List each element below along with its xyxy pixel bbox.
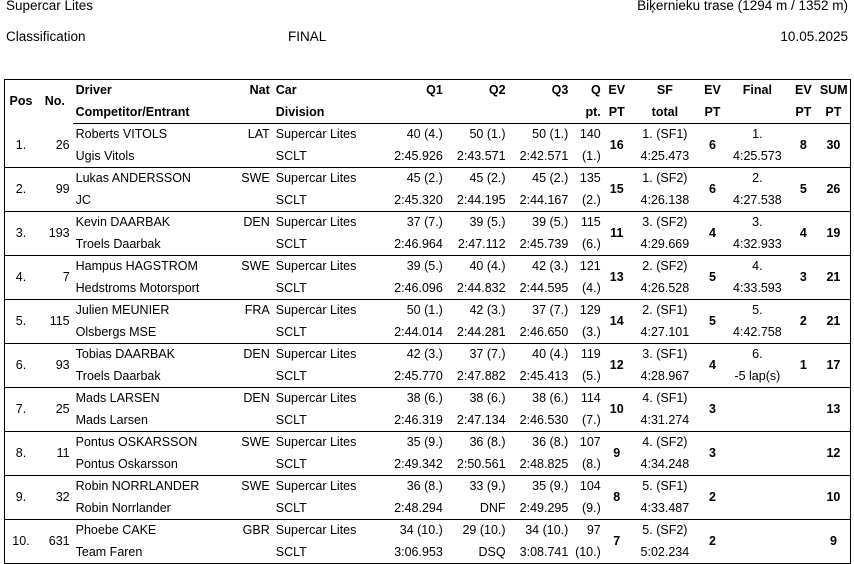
empty-cell — [235, 278, 273, 300]
sum-points: 17 — [817, 344, 851, 388]
competitor-entrant: JC — [73, 190, 235, 212]
q2-points: 50 (1.) — [469, 127, 506, 141]
final-position — [725, 520, 790, 542]
ev-pt-semifinal: 4 — [700, 212, 725, 256]
ev-pt-semifinal: 2 — [700, 476, 725, 520]
q2-time: 2:47.134 — [446, 410, 509, 432]
car-number: 11 — [37, 432, 73, 476]
final-time — [725, 498, 790, 520]
q-points-total: 140 — [579, 127, 601, 141]
q3-points: 36 (8.) — [532, 435, 569, 449]
q-rank: (2.) — [571, 190, 603, 212]
competitor-entrant: Troels Daarbak — [73, 366, 235, 388]
empty-cell — [235, 190, 273, 212]
q-points-total: 107 — [579, 435, 601, 449]
q2-time: 2:44.832 — [446, 278, 509, 300]
q-rank: (5.) — [571, 366, 603, 388]
ev-pt-semifinal: 5 — [700, 256, 725, 300]
q1-time: 2:48.294 — [383, 498, 446, 520]
col-ev-sf: EV — [700, 80, 725, 102]
nationality: FRA — [244, 303, 270, 317]
sum-points: 12 — [817, 432, 851, 476]
final-position: 6. — [752, 347, 763, 361]
position: 8. — [5, 432, 37, 476]
q1-points: 40 (4.) — [406, 127, 443, 141]
q3-points: 39 (5.) — [532, 215, 569, 229]
car-model: Supercar Lites — [275, 523, 357, 537]
col-q2: Q2 — [446, 80, 509, 102]
car-number: 26 — [37, 124, 73, 168]
driver-name: Roberts VITOLS — [75, 127, 168, 141]
col-pos: Pos — [5, 80, 37, 124]
ev-pt-qualifying: 10 — [604, 388, 630, 432]
empty-cell — [235, 322, 273, 344]
q2-time: DNF — [446, 498, 509, 520]
sum-points: 13 — [817, 388, 851, 432]
semifinal-time: 4:29.669 — [630, 234, 700, 256]
q-points-total: 129 — [579, 303, 601, 317]
q3-time: 2:48.825 — [509, 454, 572, 476]
semifinal-position: 2. (SF1) — [642, 303, 688, 317]
car-model: Supercar Lites — [275, 303, 357, 317]
semifinal-time: 5:02.234 — [630, 542, 700, 564]
q3-time: 2:45.413 — [509, 366, 572, 388]
driver-name: Kevin DAARBAK — [75, 215, 171, 229]
q3-points: 45 (2.) — [532, 171, 569, 185]
q1-points: 38 (6.) — [406, 391, 443, 405]
competitor-entrant: Mads Larsen — [73, 410, 235, 432]
position: 1. — [5, 124, 37, 168]
q1-time: 2:46.096 — [383, 278, 446, 300]
empty-cell — [235, 410, 273, 432]
q-rank: (10.) — [571, 542, 603, 564]
q-rank: (7.) — [571, 410, 603, 432]
table-row — [5, 520, 851, 542]
q1-time: 2:45.320 — [383, 190, 446, 212]
col-pt-q: PT — [604, 102, 630, 124]
series-title: Supercar Lites — [6, 0, 94, 13]
sum-points: 10 — [817, 476, 851, 520]
q3-time: 3:08.741 — [509, 542, 572, 564]
q3-points: 50 (1.) — [532, 127, 569, 141]
semifinal-time: 4:25.473 — [630, 146, 700, 168]
car-model: Supercar Lites — [275, 479, 357, 493]
semifinal-position: 1. (SF1) — [642, 127, 688, 141]
q1-points: 45 (2.) — [406, 171, 443, 185]
col-sf: SF — [630, 80, 700, 102]
competitor-entrant: Ugis Vitols — [73, 146, 235, 168]
division: SCLT — [273, 190, 383, 212]
table-row — [5, 212, 851, 234]
ev-pt-semifinal: 4 — [700, 344, 725, 388]
q2-time: 2:44.281 — [446, 322, 509, 344]
nationality: SWE — [241, 435, 270, 449]
q1-points: 36 (8.) — [406, 479, 443, 493]
position: 4. — [5, 256, 37, 300]
q2-time: 2:47.882 — [446, 366, 509, 388]
semifinal-position: 3. (SF1) — [642, 347, 688, 361]
empty-cell — [235, 234, 273, 256]
q2-points: 45 (2.) — [469, 171, 506, 185]
col-competitor: Competitor/Entrant — [73, 102, 235, 124]
sum-points: 30 — [817, 124, 851, 168]
q-rank: (3.) — [571, 322, 603, 344]
q2-time: 2:43.571 — [446, 146, 509, 168]
ev-pt-final: 1 — [790, 344, 817, 388]
ev-pt-qualifying: 16 — [604, 124, 630, 168]
position: 10. — [5, 520, 37, 564]
driver-name: Mads LARSEN — [75, 391, 160, 405]
final-position — [725, 476, 790, 498]
table-header — [5, 80, 851, 124]
q1-time: 2:49.342 — [383, 454, 446, 476]
q1-time: 3:06.953 — [383, 542, 446, 564]
ev-pt-qualifying: 14 — [604, 300, 630, 344]
col-car: Car — [273, 80, 383, 102]
final-time: 4:25.573 — [725, 146, 790, 168]
car-number: 93 — [37, 344, 73, 388]
q2-time: 2:44.195 — [446, 190, 509, 212]
semifinal-time: 4:31.274 — [630, 410, 700, 432]
table-row — [5, 168, 851, 190]
q3-time: 2:46.530 — [509, 410, 572, 432]
car-model: Supercar Lites — [275, 171, 357, 185]
driver-name: Robin NORRLANDER — [75, 479, 200, 493]
semifinal-position: 4. (SF1) — [642, 391, 688, 405]
q3-time: 2:49.295 — [509, 498, 572, 520]
table-row — [5, 432, 851, 454]
ev-pt-final: 4 — [790, 212, 817, 256]
q3-points: 42 (3.) — [532, 259, 569, 273]
empty-cell — [235, 146, 273, 168]
q-rank: (9.) — [571, 498, 603, 520]
q1-points: 42 (3.) — [406, 347, 443, 361]
competitor-entrant: Robin Norrlander — [73, 498, 235, 520]
col-ev-q: EV — [604, 80, 630, 102]
final-position: 5. — [752, 303, 763, 317]
nationality: DEN — [243, 215, 270, 229]
col-sum: SUM — [817, 80, 851, 102]
position: 3. — [5, 212, 37, 256]
q2-points: 42 (3.) — [469, 303, 506, 317]
col-q-pt: pt. — [571, 102, 603, 124]
col-q1: Q1 — [383, 80, 446, 102]
final-time: 4:42.758 — [725, 322, 790, 344]
ev-pt-final: 8 — [790, 124, 817, 168]
q3-points: 40 (4.) — [532, 347, 569, 361]
position: 2. — [5, 168, 37, 212]
q1-points: 37 (7.) — [406, 215, 443, 229]
table-row — [5, 300, 851, 322]
q3-time: 2:45.739 — [509, 234, 572, 256]
q-points-total: 97 — [586, 523, 601, 537]
col-q: Q — [571, 80, 603, 102]
ev-pt-qualifying: 7 — [604, 520, 630, 564]
ev-pt-semifinal: 5 — [700, 300, 725, 344]
division: SCLT — [273, 366, 383, 388]
ev-pt-final — [790, 388, 817, 432]
competitor-entrant: Team Faren — [73, 542, 235, 564]
track-name: Biķernieku trase (1294 m / 1352 m) — [637, 0, 848, 13]
col-pt-final: PT — [790, 102, 817, 124]
ev-pt-qualifying: 13 — [604, 256, 630, 300]
col-division: Division — [273, 102, 383, 124]
q-points-total: 119 — [580, 347, 601, 361]
nationality: GBR — [242, 523, 270, 537]
semifinal-position: 3. (SF2) — [642, 215, 688, 229]
col-final: Final — [725, 80, 790, 102]
competitor-entrant: Troels Daarbak — [73, 234, 235, 256]
competitor-entrant: Hedstroms Motorsport — [73, 278, 235, 300]
q2-points: 37 (7.) — [469, 347, 506, 361]
sum-points: 21 — [817, 256, 851, 300]
col-driver: Driver — [73, 80, 235, 102]
col-ev-final: EV — [790, 80, 817, 102]
final-time: -5 lap(s) — [725, 366, 790, 388]
car-number: 99 — [37, 168, 73, 212]
car-number: 631 — [37, 520, 73, 564]
ev-pt-qualifying: 8 — [604, 476, 630, 520]
q2-time: 2:50.561 — [446, 454, 509, 476]
nationality: LAT — [247, 127, 270, 141]
col-q3: Q3 — [509, 80, 572, 102]
final-time: 4:27.538 — [725, 190, 790, 212]
q3-points: 35 (9.) — [532, 479, 569, 493]
empty-cell — [235, 366, 273, 388]
table-row — [5, 476, 851, 498]
semifinal-position: 4. (SF2) — [642, 435, 688, 449]
final-time: 4:33.593 — [725, 278, 790, 300]
ev-pt-final: 2 — [790, 300, 817, 344]
ev-pt-qualifying: 9 — [604, 432, 630, 476]
q1-time: 2:46.319 — [383, 410, 446, 432]
q2-points: 39 (5.) — [469, 215, 506, 229]
ev-pt-qualifying: 11 — [604, 212, 630, 256]
position: 6. — [5, 344, 37, 388]
ev-pt-final: 5 — [790, 168, 817, 212]
q3-points: 34 (10.) — [525, 523, 569, 537]
division: SCLT — [273, 542, 383, 564]
final-position — [725, 432, 790, 454]
division: SCLT — [273, 234, 383, 256]
driver-name: Phoebe CAKE — [75, 523, 157, 537]
empty-cell — [235, 542, 273, 564]
table-row — [5, 256, 851, 278]
q-rank: (6.) — [571, 234, 603, 256]
q1-points: 35 (9.) — [406, 435, 443, 449]
q-rank: (1.) — [571, 146, 603, 168]
nationality: SWE — [241, 171, 270, 185]
car-model: Supercar Lites — [275, 435, 357, 449]
nationality: SWE — [241, 259, 270, 273]
semifinal-time: 4:26.528 — [630, 278, 700, 300]
ev-pt-semifinal: 3 — [700, 432, 725, 476]
classification-label: Classification — [6, 29, 86, 44]
division: SCLT — [273, 322, 383, 344]
semifinal-time: 4:27.101 — [630, 322, 700, 344]
car-model: Supercar Lites — [275, 215, 357, 229]
car-model: Supercar Lites — [275, 127, 357, 141]
q2-points: 40 (4.) — [469, 259, 506, 273]
competitor-entrant: Olsbergs MSE — [73, 322, 235, 344]
final-position: 1. — [752, 127, 763, 141]
final-time — [725, 410, 790, 432]
ev-pt-semifinal: 3 — [700, 388, 725, 432]
semifinal-time: 4:34.248 — [630, 454, 700, 476]
q-rank: (8.) — [571, 454, 603, 476]
final-time: 4:32.933 — [725, 234, 790, 256]
table-row — [5, 344, 851, 366]
car-model: Supercar Lites — [275, 347, 357, 361]
col-sf-total: total — [630, 102, 700, 124]
results-table — [4, 79, 851, 564]
q-points-total: 135 — [579, 171, 601, 185]
ev-pt-final — [790, 520, 817, 564]
driver-name: Hampus HAGSTROM — [75, 259, 198, 273]
semifinal-position: 5. (SF2) — [642, 523, 688, 537]
division: SCLT — [273, 278, 383, 300]
ev-pt-final: 3 — [790, 256, 817, 300]
semifinal-time: 4:33.487 — [630, 498, 700, 520]
nationality: DEN — [243, 347, 270, 361]
event-date: 10.05.2025 — [780, 29, 848, 44]
division: SCLT — [273, 146, 383, 168]
q1-points: 39 (5.) — [406, 259, 443, 273]
col-no: No. — [37, 80, 73, 124]
division: SCLT — [273, 498, 383, 520]
q3-time: 2:44.595 — [509, 278, 572, 300]
semifinal-position: 2. (SF2) — [642, 259, 688, 273]
ev-pt-semifinal: 6 — [700, 124, 725, 168]
q1-time: 2:46.964 — [383, 234, 446, 256]
q-rank: (4.) — [571, 278, 603, 300]
position: 9. — [5, 476, 37, 520]
ev-pt-final — [790, 476, 817, 520]
semifinal-position: 5. (SF1) — [642, 479, 688, 493]
empty-cell — [235, 454, 273, 476]
sum-points: 19 — [817, 212, 851, 256]
competitor-entrant: Pontus Oskarsson — [73, 454, 235, 476]
sum-points: 21 — [817, 300, 851, 344]
q2-points: 38 (6.) — [469, 391, 506, 405]
table-row — [5, 388, 851, 410]
table-body — [5, 124, 851, 564]
car-model: Supercar Lites — [275, 259, 357, 273]
q-points-total: 104 — [579, 479, 601, 493]
sum-points: 26 — [817, 168, 851, 212]
q3-time: 2:42.571 — [509, 146, 572, 168]
q2-points: 36 (8.) — [469, 435, 506, 449]
position: 7. — [5, 388, 37, 432]
ev-pt-qualifying: 15 — [604, 168, 630, 212]
col-pt-sf: PT — [700, 102, 725, 124]
q3-points: 38 (6.) — [532, 391, 569, 405]
col-nat: Nat — [235, 80, 273, 102]
empty-cell — [235, 498, 273, 520]
ev-pt-semifinal: 6 — [700, 168, 725, 212]
session-name: FINAL — [288, 29, 327, 44]
car-number: 25 — [37, 388, 73, 432]
q1-time: 2:45.926 — [383, 146, 446, 168]
q3-time: 2:44.167 — [509, 190, 572, 212]
q1-time: 2:44.014 — [383, 322, 446, 344]
sum-points: 9 — [817, 520, 851, 564]
q-points-total: 115 — [580, 215, 601, 229]
position: 5. — [5, 300, 37, 344]
q3-points: 37 (7.) — [532, 303, 569, 317]
car-number: 32 — [37, 476, 73, 520]
ev-pt-qualifying: 12 — [604, 344, 630, 388]
q1-time: 2:45.770 — [383, 366, 446, 388]
q2-points: 33 (9.) — [469, 479, 506, 493]
semifinal-time: 4:26.138 — [630, 190, 700, 212]
semifinal-position: 1. (SF2) — [642, 171, 688, 185]
ev-pt-semifinal: 2 — [700, 520, 725, 564]
division: SCLT — [273, 410, 383, 432]
division: SCLT — [273, 454, 383, 476]
nationality: SWE — [241, 479, 270, 493]
car-number: 115 — [37, 300, 73, 344]
q-points-total: 121 — [579, 259, 601, 273]
driver-name: Tobias DAARBAK — [75, 347, 175, 361]
driver-name: Pontus OSKARSSON — [75, 435, 198, 449]
car-number: 7 — [37, 256, 73, 300]
q2-time: 2:47.112 — [446, 234, 509, 256]
driver-name: Julien MEUNIER — [75, 303, 170, 317]
final-time — [725, 454, 790, 476]
final-position: 4. — [752, 259, 763, 273]
q1-points: 34 (10.) — [399, 523, 443, 537]
q1-points: 50 (1.) — [406, 303, 443, 317]
car-model: Supercar Lites — [275, 391, 357, 405]
semifinal-time: 4:28.967 — [630, 366, 700, 388]
q2-points: 29 (10.) — [462, 523, 506, 537]
driver-name: Lukas ANDERSSON — [75, 171, 191, 185]
final-position: 2. — [752, 171, 763, 185]
q-points-total: 114 — [580, 391, 601, 405]
q3-time: 2:46.650 — [509, 322, 572, 344]
final-time — [725, 542, 790, 564]
car-number: 193 — [37, 212, 73, 256]
q2-time: DSQ — [446, 542, 509, 564]
ev-pt-final — [790, 432, 817, 476]
table-row — [5, 124, 851, 146]
final-position: 3. — [752, 215, 763, 229]
col-sum-pt: PT — [817, 102, 851, 124]
final-position — [725, 388, 790, 410]
nationality: DEN — [243, 391, 270, 405]
